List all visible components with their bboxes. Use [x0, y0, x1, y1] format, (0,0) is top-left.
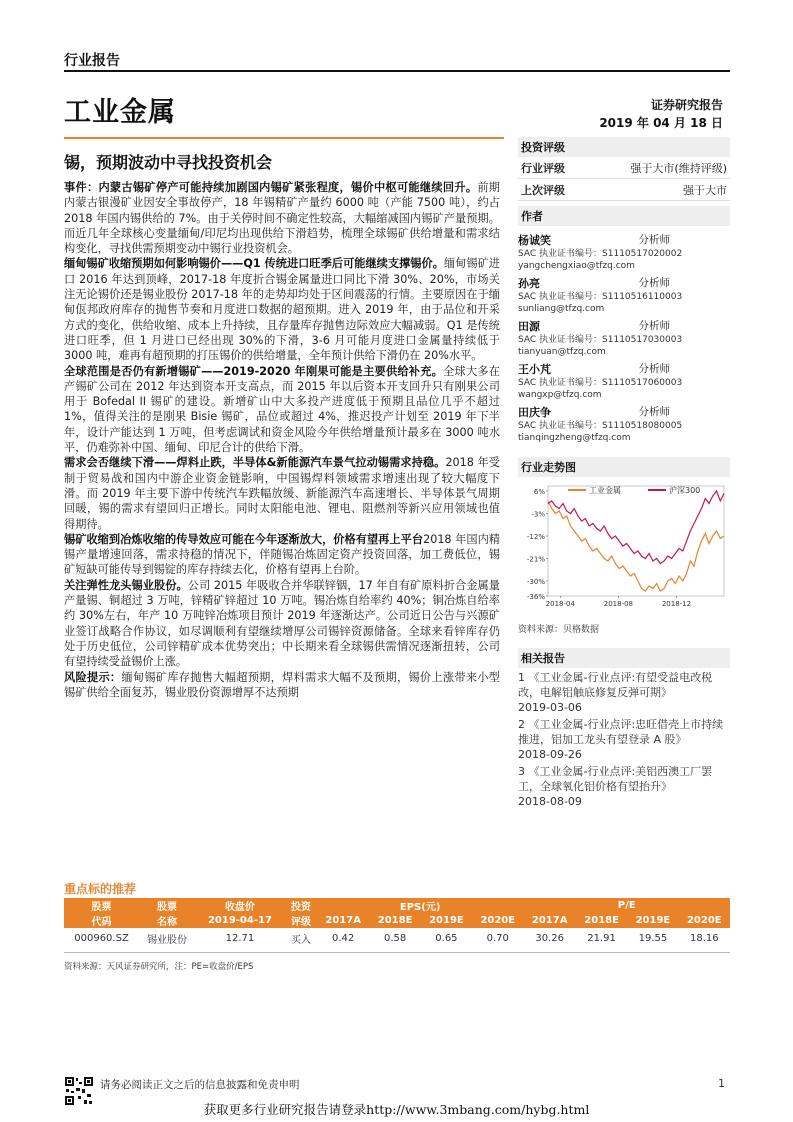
disclaimer: 请务必阅读正文之后的信息披露和免责申明: [100, 1079, 300, 1091]
col-header: 2017A: [317, 913, 370, 928]
col-header: 名称: [139, 913, 195, 928]
related-report-title[interactable]: 3 《工业金属-行业点评:美铝西澳工厂罢工，全球氧化铝价格有望抬升》: [518, 765, 713, 793]
paragraph-text: 全球大多在产锡矿公司在 2012 年达到资本开支高点，而 2015 年以后资本开支回升只有刚果公司用于 Bofedal II 锡矿的建设。新增矿山中大多投产进度低于预期且品位几乎不超过 1%，值得关注的是刚果 Bisie 锡矿，品位或超过 4%，推迟投产计划至 2019 年下半年，设计产能达到 1 万吨，但考虑调试和资金风险今年供给增量预计最多在 3000 吨水平，仍难弥补中国、缅甸、印尼合计的供给下滑。: [64, 364, 500, 455]
author-card: [518, 275, 730, 315]
y-tick-label: -30%: [526, 578, 545, 586]
paragraph-lead: 全球范围是否仍有新增锡矿——2019-2020 年刚果可能是主要供给补充。: [64, 364, 444, 378]
picks-title: 重点标的推荐: [64, 882, 137, 896]
rating-row: [518, 157, 730, 179]
author-role: 分析师: [638, 406, 670, 418]
y-tick-label: 6%: [533, 488, 545, 496]
rating-value: 强于大市: [683, 184, 727, 197]
trend-source: 资料来源：贝格数据: [518, 625, 600, 635]
headline: 锡，预期波动中寻找投资机会: [64, 153, 273, 172]
author-name: 田源: [518, 320, 540, 333]
cell: 锡业股份: [146, 934, 187, 946]
col-header: 2018E: [576, 913, 627, 928]
body-text: [64, 180, 500, 700]
paragraph: [64, 180, 500, 256]
authors-title: 作者: [518, 206, 730, 226]
author-sac: SAC 执业证书编号：S1110517020002: [518, 249, 683, 259]
author-card: [518, 318, 730, 358]
report-category: 行业报告: [64, 53, 120, 69]
y-tick-label: -3%: [531, 510, 545, 519]
report-date: 2019 年 04 月 18 日: [599, 116, 723, 130]
related-panel: [518, 648, 730, 809]
author-sac: SAC 执业证书编号：S1110516110003: [518, 292, 683, 302]
cell: 0.70: [486, 932, 509, 944]
paragraph-lead: 关注弹性龙头锡业股份。: [64, 578, 188, 592]
paragraph: [64, 578, 500, 670]
author-email[interactable]: sunliang@tfzq.com: [518, 304, 605, 314]
author-card: [518, 404, 730, 444]
x-tick-label: 2018-12: [661, 600, 692, 608]
trend-title: 行业走势图: [518, 457, 730, 477]
related-report-date: 2018-08-09: [518, 795, 582, 808]
trend-chart: [518, 478, 730, 613]
related-report[interactable]: [518, 670, 730, 715]
author-role: 分析师: [638, 320, 670, 332]
y-tick-label: -36%: [526, 593, 545, 601]
related-report-date: 2019-03-06: [518, 701, 582, 714]
related-report-date: 2018-09-26: [518, 748, 582, 761]
related-report-title[interactable]: 2 《工业金属-行业点评:忠旺借壳上市持续推进，铝加工龙头有望登录 A 股》: [518, 718, 724, 746]
col-header: 2020E: [679, 913, 730, 928]
paragraph-text: 缅甸锡矿进口 2016 年达到顶峰，2017-18 年度折合锡金属量进口同比下滑 30%、20%，市场关注无论锡价还是锡业股份 2017-18 年的走势却均处于区间震荡的行情。主要原因在于缅甸佤邦政府库存的抛售节奏和月度进口数据的超预期。进入 2019 年，由于品位和开采方式的变化，供给收缩、成本上升持续，且存量库存抛售边际效应大幅减弱。Q1 是传统进口旺季，但 1 月进口已经出现 30%的下滑，3-6 月可能月度进口金属量持续低于 3000 吨，难再有超预期的打压锡价的供给增量，全年预计供给下滑仍在 20%水平。: [64, 257, 500, 363]
col-header: 2018E: [369, 913, 420, 928]
col-header: 2019E: [627, 913, 678, 928]
col-header-group: P/E: [523, 898, 730, 913]
author-sac: SAC 执业证书编号：S1110517060003: [518, 378, 683, 388]
rating-row: [518, 179, 730, 201]
paragraph-text: 前期内蒙古银漫矿业因安全事故停产，18 年锡精矿产量约 6000 吨（产能 7500 吨），约占 2018 年国内锡供给的 7%。由于关停时间不确定性较高，大幅缩减国内锡矿产量预期。而近几年全球核心变量缅甸/印尼均出现供给下滑趋势，梳理全球锡矿供给增量和需求结构变化，寻找供需预期变动中锡行业投资机会。: [64, 181, 500, 256]
related-report[interactable]: [518, 764, 730, 809]
rating-panel: [518, 137, 730, 201]
y-tick-label: -12%: [526, 533, 545, 541]
report-type: 证券研究报告: [650, 98, 723, 112]
col-header: 股票: [139, 898, 195, 913]
paragraph-text: 2018 年受制于贸易战和国内中游企业资金链影响，中国锡焊料领域需求增速出现了较大幅度下滑。而 2019 年主要下游中传统汽车跌幅放缓、新能源汽车高速增长、半导体景气周期回暖，锡的需求有望回归正增长。同时太阳能电池、锂电、阻燃剂等新兴应用领域也值得期待。: [64, 456, 500, 531]
plot-frame: [548, 486, 724, 596]
x-tick-label: 2018-04: [545, 600, 575, 608]
col-header: 股票: [64, 898, 139, 913]
author-sac: SAC 执业证书编号：S1110517030003: [518, 335, 683, 345]
legend-label: 工业金属: [589, 486, 621, 495]
legend-label: 沪深300: [669, 486, 701, 495]
author-role: 分析师: [638, 234, 670, 246]
rating-value: 强于大市(维持评级): [630, 162, 727, 175]
related-report[interactable]: [518, 717, 730, 762]
author-name: 王小芃: [518, 363, 551, 376]
paragraph: [64, 455, 500, 531]
headline-divider: [64, 137, 504, 139]
cell: 21.91: [587, 932, 616, 944]
col-header: 评级: [285, 913, 317, 928]
picks-header-row: [64, 898, 730, 913]
author-card: [518, 361, 730, 401]
cell: 0.65: [435, 932, 458, 944]
cell: 30.26: [535, 932, 564, 944]
promo-link[interactable]: 获取更多行业研究报告请登录http://www.3mbang.com/hybg.html: [203, 1102, 590, 1117]
author-role: 分析师: [638, 363, 670, 375]
paragraph-lead: 风险提示：: [64, 670, 122, 684]
paragraph-text: 公司 2015 年吸收合并华联锌铟，17 年自有矿原料折合金属量产量锡、铜超过 3 万吨，锌精矿锌超过 10 万吨。锡冶炼自给率约 40%；铜冶炼自给率约 30%左右，年产 10 万吨锌冶炼项目预计 2019 年逐渐达产。公司近日公告与兴源矿业签订战略合作协议，如尽调顺利有望继续增厚公司锡锌资源储备。全球来看锌库存仍处于历史低位，公司锌精矿成本优势突出；中长期来看全球锡供需情况逐渐扭转，公司有望持续受益锡价上涨。: [64, 578, 500, 669]
picks-header-row: [64, 913, 730, 928]
header-divider: [64, 70, 730, 72]
col-header: 代码: [64, 913, 139, 928]
col-header: 2017A: [523, 913, 576, 928]
page-number: 1: [718, 1077, 725, 1090]
cell: 12.71: [225, 932, 255, 944]
cell: 买入: [290, 934, 311, 946]
sector-title: 工业金属: [64, 97, 176, 128]
paragraph-text: 2018 年国内精锡产量增速回落，需求持稳的情况下，伴随锡冶炼固定资产投资回落，加工费低位，锡矿短缺可能传导到锡锭的库存持续去化，价格有望再上台阶。: [64, 532, 500, 577]
picks-bottom-rule: [64, 952, 730, 953]
rating-label: 上次评级: [521, 184, 565, 197]
author-email[interactable]: wangxp@tfzq.com: [518, 390, 602, 400]
col-header: 2020E: [472, 913, 523, 928]
x-tick-label: 2018-08: [603, 600, 634, 608]
cell: 000960.SZ: [74, 932, 129, 944]
table-row: [64, 928, 730, 948]
picks-note: 资料来源：天风证券研究所，注：PE=收盘价/EPS: [64, 962, 254, 972]
authors-panel: [518, 206, 730, 447]
trend-panel: [518, 457, 730, 477]
paragraph-lead: 锡矿收缩到冶炼收缩的传导效应可能在今年逐渐放大，价格有望再上平台: [64, 532, 424, 546]
paragraph-text: 缅甸锡矿库存抛售大幅超预期，焊料需求大幅不及预期，锡价上涨带来小型锡矿供给全面复苏，锡业股份资源增厚不达预期: [64, 670, 500, 699]
cell: 0.58: [383, 932, 407, 944]
author-name: 孙亮: [518, 277, 540, 290]
paragraph-lead: 需求会否继续下滑——焊料止跌，半导体&新能源汽车景气拉动锡需求持稳。: [64, 456, 446, 470]
author-email[interactable]: yangchengxiao@tfzq.com: [518, 261, 635, 271]
paragraph-lead: 事件：内蒙古锡矿停产可能持续加剧国内锡矿紧张程度，锡价中枢可能继续回升。: [64, 181, 478, 194]
picks-table: [64, 898, 730, 948]
paragraph: [64, 670, 500, 701]
cell: 18.16: [689, 932, 719, 944]
related-report-title[interactable]: 1 《工业金属-行业点评:有望受益电改税改，电解铝触底修复反弹可期》: [518, 671, 713, 699]
cell: 19.55: [638, 932, 668, 944]
author-sac: SAC 执业证书编号：S1110518080005: [518, 421, 683, 431]
col-header: 2019-04-17: [195, 913, 285, 928]
y-tick-label: -21%: [526, 555, 545, 564]
author-name: 田庆争: [518, 406, 551, 419]
paragraph: [64, 256, 500, 363]
rating-title: 投资评级: [518, 137, 730, 157]
author-email[interactable]: tianqingzheng@tfzq.com: [518, 433, 631, 443]
rating-label: 行业评级: [521, 162, 565, 175]
col-header-group: EPS(元): [317, 898, 524, 913]
paragraph: [64, 532, 500, 578]
author-name: 杨诚笑: [518, 234, 551, 247]
related-title: 相关报告: [518, 648, 730, 668]
paragraph: [64, 364, 500, 456]
paragraph-lead: 缅甸锡矿收缩预期如何影响锡价——Q1 传统进口旺季后可能继续支撑锡价。: [64, 257, 444, 271]
cell: 0.42: [332, 932, 355, 944]
series-line: [548, 501, 724, 591]
col-header: 2019E: [421, 913, 472, 928]
author-card: [518, 232, 730, 272]
col-header: 收盘价: [195, 898, 285, 913]
col-header: 投资: [285, 898, 317, 913]
author-role: 分析师: [638, 277, 670, 289]
author-email[interactable]: tianyuan@tfzq.com: [518, 347, 606, 357]
